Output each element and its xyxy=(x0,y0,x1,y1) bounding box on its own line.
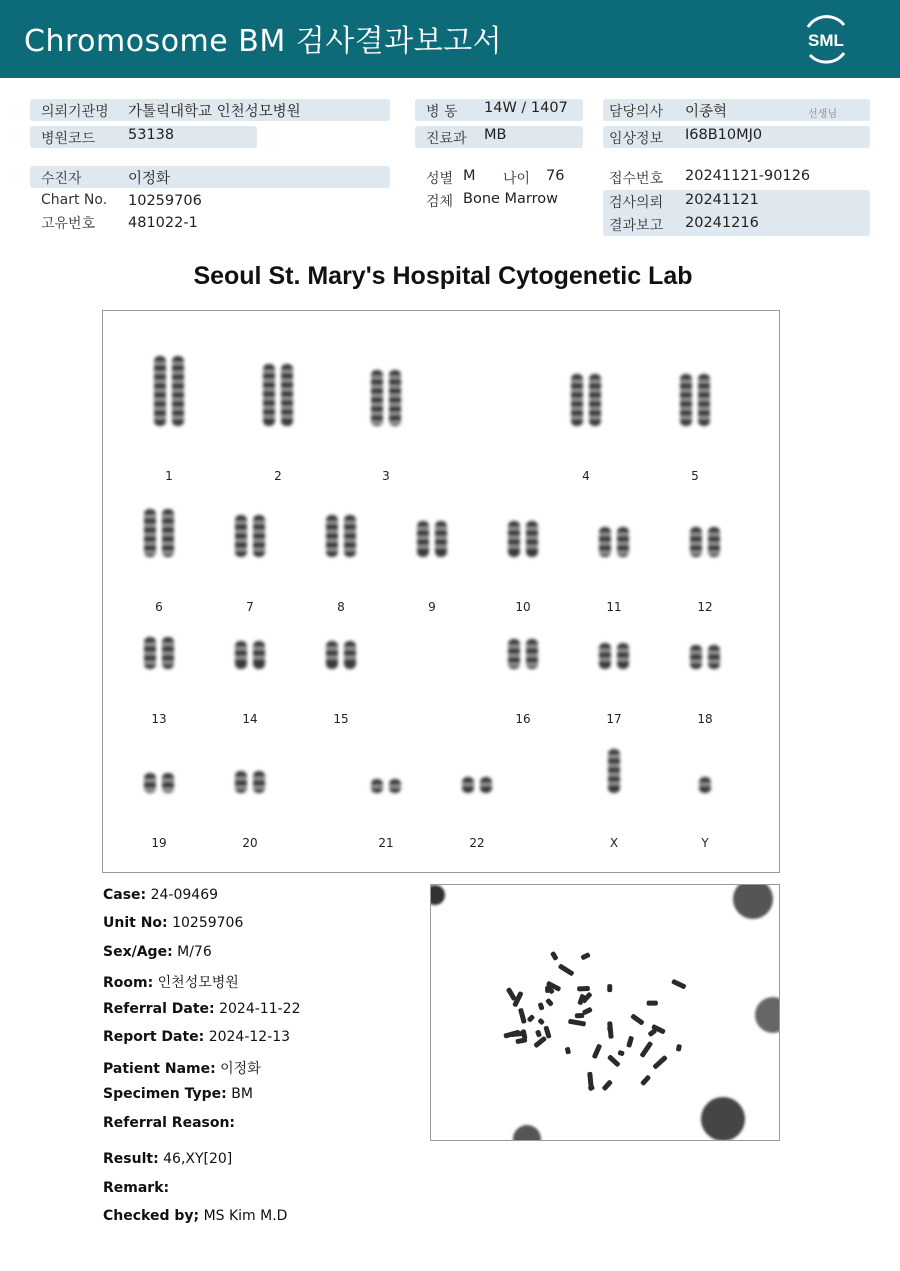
chromosome-band xyxy=(253,530,265,533)
chromosome-band xyxy=(389,385,401,388)
chromosome-band xyxy=(154,398,166,401)
chromosome-band xyxy=(690,542,702,545)
chromosome-band xyxy=(172,407,184,410)
metaphase-chromosome xyxy=(640,1074,651,1086)
chromosome-band xyxy=(154,416,166,419)
dept-value: MB xyxy=(484,127,507,143)
chromosome-band xyxy=(690,551,702,554)
ward-label: 병 동 xyxy=(426,104,458,120)
chromosome-band xyxy=(608,764,620,767)
chromosome-band xyxy=(608,773,620,776)
specimen-type-line: Specimen Type: BM xyxy=(103,1086,253,1102)
chromosome-band xyxy=(344,548,356,551)
chromosome-band xyxy=(526,645,538,648)
chromosome-band xyxy=(371,785,383,788)
patient-value: 이정화 xyxy=(128,171,171,187)
chromosome-band xyxy=(462,783,474,786)
metaphase-chromosome xyxy=(558,963,575,976)
chromosome-14 xyxy=(235,641,247,669)
chromosome-band xyxy=(326,656,338,659)
chromosome-band xyxy=(389,394,401,397)
chromosome-band xyxy=(571,389,583,392)
metaphase-chromosome xyxy=(630,1013,645,1025)
chromosome-label-10: 10 xyxy=(515,600,531,614)
chromosome-band xyxy=(680,389,692,392)
referral-date-line: Referral Date: 2024-11-22 xyxy=(103,1001,301,1017)
chromosome-band xyxy=(571,398,583,401)
chromosome-band xyxy=(571,416,583,419)
hospital-code-label: 병원코드 xyxy=(41,131,96,147)
chromosome-band xyxy=(326,530,338,533)
chromosome-band xyxy=(253,647,265,650)
unit-line: Unit No: 10259706 xyxy=(103,915,244,931)
chromosome-band xyxy=(172,362,184,365)
chromosome-band xyxy=(235,530,247,533)
chromosome-band xyxy=(154,362,166,365)
chromosome-band xyxy=(389,412,401,415)
report-value: 20241216 xyxy=(685,215,759,231)
metaphase-chromosome xyxy=(676,1044,682,1052)
chromosome-band xyxy=(690,651,702,654)
chromosome-band xyxy=(162,652,174,655)
chromosome-band xyxy=(235,647,247,650)
chromosome-band xyxy=(389,376,401,379)
chromosome-band xyxy=(253,521,265,524)
chromosome-band xyxy=(344,656,356,659)
metaphase-chromosome xyxy=(535,1029,542,1037)
chromosome-band xyxy=(154,389,166,392)
metaphase-chromosome xyxy=(639,1041,653,1058)
chromosome-band xyxy=(235,548,247,551)
metaphase-chromosome xyxy=(617,1050,625,1057)
chromosome-band xyxy=(154,380,166,383)
chromosome-band xyxy=(680,380,692,383)
chromosome-label-3: 3 xyxy=(382,469,390,483)
chart-value: 10259706 xyxy=(128,193,202,209)
chromosome-label-5: 5 xyxy=(691,469,699,483)
chromosome-band xyxy=(263,379,275,382)
chromosome-label-14: 14 xyxy=(242,712,258,726)
patient-name-line: Patient Name: 이정화 xyxy=(103,1061,261,1077)
institution-label: 의뢰기관명 xyxy=(41,104,109,120)
chromosome-band xyxy=(144,661,156,664)
chromosome-band xyxy=(281,370,293,373)
metaphase-chromosome xyxy=(506,987,517,1001)
age-value: 76 xyxy=(546,168,565,184)
chromosome-band xyxy=(617,551,629,554)
chromosome-label-21: 21 xyxy=(378,836,394,850)
chromosome-label-11: 11 xyxy=(606,600,622,614)
chromosome-band xyxy=(326,521,338,524)
receipt-label: 접수번호 xyxy=(609,171,664,187)
chromosome-band xyxy=(698,416,710,419)
chromosome-band xyxy=(480,783,492,786)
chromosome-band xyxy=(699,783,711,786)
chromosome-band xyxy=(162,533,174,536)
metaphase-chromosome xyxy=(626,1036,634,1048)
chromosome-band xyxy=(172,380,184,383)
chromosome-label-X: X xyxy=(609,836,619,850)
patient-row xyxy=(30,166,390,188)
chromosome-band xyxy=(281,397,293,400)
chromosome-band xyxy=(144,542,156,545)
metaphase-chromosome xyxy=(503,1030,520,1039)
chromosome-band xyxy=(708,533,720,536)
chromosome-label-7: 7 xyxy=(246,600,254,614)
chromosome-band xyxy=(235,656,247,659)
chromosome-band xyxy=(508,545,520,548)
chromosome-band xyxy=(344,647,356,650)
chromosome-label-12: 12 xyxy=(697,600,713,614)
chromosome-14 xyxy=(253,641,265,669)
metaphase-chromosome xyxy=(575,1013,585,1018)
chromosome-band xyxy=(162,542,174,545)
chromosome-band xyxy=(680,407,692,410)
chromosome-label-15: 15 xyxy=(333,712,349,726)
clinical-value: I68B10MJ0 xyxy=(685,127,763,143)
chromosome-band xyxy=(253,786,265,789)
report-label: 결과보고 xyxy=(609,218,664,234)
chromosome-band xyxy=(162,643,174,646)
chromosome-band xyxy=(708,660,720,663)
chromosome-label-9: 9 xyxy=(428,600,436,614)
chromosome-band xyxy=(371,394,383,397)
chromosome-band xyxy=(144,524,156,527)
chromosome-label-22: 22 xyxy=(469,836,485,850)
chromosome-band xyxy=(589,380,601,383)
metaphase-chromosome xyxy=(518,1008,527,1024)
chromosome-band xyxy=(144,533,156,536)
chromosome-band xyxy=(263,388,275,391)
metaphase-chromosome xyxy=(607,1024,612,1031)
report-header xyxy=(0,0,900,78)
chromosome-band xyxy=(435,527,447,530)
chromosome-band xyxy=(708,551,720,554)
chromosome-band xyxy=(144,515,156,518)
chromosome-band xyxy=(235,521,247,524)
chromosome-band xyxy=(344,521,356,524)
chromosome-band xyxy=(144,788,156,791)
chromosome-band xyxy=(281,406,293,409)
chromosome-band xyxy=(326,548,338,551)
metaphase-chromosome xyxy=(538,1002,545,1011)
chromosome-band xyxy=(235,786,247,789)
chromosome-18 xyxy=(690,645,702,669)
chromosome-band xyxy=(690,533,702,536)
chromosome-band xyxy=(162,524,174,527)
chromosome-band xyxy=(144,551,156,554)
chromosome-band xyxy=(708,542,720,545)
chromosome-band xyxy=(589,407,601,410)
chromosome-band xyxy=(389,421,401,424)
chromosome-band xyxy=(263,406,275,409)
chromosome-band xyxy=(526,536,538,539)
sex-value: M xyxy=(463,168,476,184)
sml-logo-icon xyxy=(800,13,852,65)
chromosome-band xyxy=(371,376,383,379)
chromosome-band xyxy=(326,647,338,650)
chromosome-label-6: 6 xyxy=(155,600,163,614)
metaphase-chromosome xyxy=(601,1079,613,1091)
chromosome-band xyxy=(281,379,293,382)
chromosome-band xyxy=(617,649,629,652)
chart-label: Chart No. xyxy=(41,192,108,208)
chromosome-band xyxy=(344,539,356,542)
svg-text:SML: SML xyxy=(808,31,844,50)
sex-label: 성별 xyxy=(426,171,454,187)
metaphase-chromosome xyxy=(592,1043,603,1059)
chromosome-label-19: 19 xyxy=(151,836,167,850)
chromosome-band xyxy=(526,545,538,548)
result-line: Result: 46,XY[20] xyxy=(103,1151,233,1167)
chromosome-18 xyxy=(708,645,720,669)
chromosome-band xyxy=(617,542,629,545)
chromosome-label-16: 16 xyxy=(515,712,531,726)
chromosome-band xyxy=(162,515,174,518)
chromosome-band xyxy=(571,380,583,383)
metaphase-chromosome xyxy=(607,984,612,992)
chromosome-band xyxy=(253,539,265,542)
chromosome-band xyxy=(253,777,265,780)
chromosome-band xyxy=(508,654,520,657)
chromosome-band xyxy=(508,663,520,666)
chromosome-20 xyxy=(235,771,247,793)
institution-value: 가톨릭대학교 인천성모병원 xyxy=(128,104,301,120)
clinical-label: 임상정보 xyxy=(609,131,664,147)
doctor-suffix: 선생님 xyxy=(808,109,837,120)
chromosome-band xyxy=(608,755,620,758)
chromosome-band xyxy=(172,416,184,419)
chromosome-band xyxy=(508,527,520,530)
chromosome-band xyxy=(680,398,692,401)
chromosome-15 xyxy=(326,641,338,669)
chromosome-band xyxy=(599,542,611,545)
chromosome-band xyxy=(608,782,620,785)
chromosome-band xyxy=(172,389,184,392)
chromosome-band xyxy=(508,645,520,648)
chromosome-15 xyxy=(344,641,356,669)
chromosome-band xyxy=(417,527,429,530)
chromosome-band xyxy=(154,407,166,410)
chromosome-label-13: 13 xyxy=(151,712,167,726)
doctor-value: 이종혁 xyxy=(685,104,728,120)
chromosome-band xyxy=(371,385,383,388)
chromosome-band xyxy=(162,661,174,664)
id-value: 481022-1 xyxy=(128,215,198,231)
age-label: 나이 xyxy=(503,171,531,187)
chromosome-band xyxy=(235,777,247,780)
metaphase-chromosome xyxy=(545,998,554,1007)
chromosome-band xyxy=(417,536,429,539)
chromosome-band xyxy=(435,545,447,548)
request-label: 검사의뢰 xyxy=(609,195,664,211)
metaphase-chromosome xyxy=(545,986,550,993)
lab-title: Seoul St. Mary's Hospital Cytogenetic Lab xyxy=(193,262,693,290)
chromosome-band xyxy=(253,548,265,551)
chromosome-20 xyxy=(253,771,265,793)
chromosome-band xyxy=(154,371,166,374)
chromosome-label-1: 1 xyxy=(165,469,173,483)
karyogram-panel xyxy=(102,310,780,873)
chromosome-band xyxy=(263,415,275,418)
chromosome-band xyxy=(417,545,429,548)
chromosome-band xyxy=(589,389,601,392)
chromosome-band xyxy=(371,403,383,406)
metaphase-chromosome xyxy=(652,1055,668,1070)
chromosome-label-8: 8 xyxy=(337,600,345,614)
patient-label: 수진자 xyxy=(41,171,82,187)
metaphase-chromosome xyxy=(671,979,687,990)
request-value: 20241121 xyxy=(685,192,759,208)
chromosome-label-2: 2 xyxy=(274,469,282,483)
specimen-label: 검체 xyxy=(426,194,454,210)
metaphase-chromosome xyxy=(537,1018,545,1026)
chromosome-band xyxy=(371,421,383,424)
chromosome-band xyxy=(617,658,629,661)
chromosome-band xyxy=(162,788,174,791)
chromosome-band xyxy=(680,416,692,419)
chromosome-band xyxy=(698,398,710,401)
chromosome-band xyxy=(698,380,710,383)
chromosome-band xyxy=(389,785,401,788)
chromosome-band xyxy=(144,779,156,782)
chromosome-label-4: 4 xyxy=(582,469,590,483)
chromosome-band xyxy=(162,551,174,554)
checked-by-line: Checked by; MS Kim M.D xyxy=(103,1208,288,1224)
chromosome-17 xyxy=(599,643,611,669)
chromosome-band xyxy=(263,397,275,400)
chromosome-label-Y: Y xyxy=(701,836,709,850)
metaphase-chromosome xyxy=(527,1014,536,1023)
chromosome-label-20: 20 xyxy=(242,836,258,850)
chromosome-band xyxy=(371,412,383,415)
metaphase-chromosome xyxy=(647,1001,658,1006)
chromosome-band xyxy=(435,536,447,539)
chromosome-band xyxy=(526,663,538,666)
chromosome-band xyxy=(172,371,184,374)
chromosome-band xyxy=(172,398,184,401)
chromosome-band xyxy=(144,652,156,655)
metaphase-chromosome xyxy=(607,1054,621,1067)
chromosome-band xyxy=(599,649,611,652)
chromosome-band xyxy=(253,656,265,659)
chromosome-band xyxy=(571,407,583,410)
chromosome-band xyxy=(144,643,156,646)
remark-line: Remark: xyxy=(103,1180,170,1196)
metaphase-chromosome xyxy=(580,952,590,960)
doctor-label: 담당의사 xyxy=(609,104,664,120)
specimen-value: Bone Marrow xyxy=(463,191,559,207)
metaphase-chromosome xyxy=(565,1047,571,1055)
chromosome-band xyxy=(589,416,601,419)
dept-label: 진료과 xyxy=(426,131,467,147)
chromosome-band xyxy=(344,530,356,533)
metaphase-chromosome xyxy=(533,1036,547,1049)
chromosome-band xyxy=(526,527,538,530)
case-line: Case: 24-09469 xyxy=(103,887,219,903)
chromosome-band xyxy=(508,536,520,539)
metaphase-chromosome xyxy=(577,986,590,992)
metaphase-chromosome xyxy=(568,1019,586,1027)
chromosome-band xyxy=(599,533,611,536)
chromosome-label-18: 18 xyxy=(697,712,713,726)
metaphase-spread-icon xyxy=(431,885,780,1141)
chromosome-band xyxy=(698,389,710,392)
sexage-line: Sex/Age: M/76 xyxy=(103,944,212,960)
chromosome-band xyxy=(526,654,538,657)
chromosome-band xyxy=(389,403,401,406)
chromosome-label-17: 17 xyxy=(606,712,622,726)
metaphase-chromosome xyxy=(550,951,559,961)
report-title: Chromosome BM 검사결과보고서 xyxy=(24,24,503,59)
referral-reason-line: Referral Reason: xyxy=(103,1115,236,1131)
chromosome-17 xyxy=(617,643,629,669)
karyogram-image xyxy=(103,311,781,874)
chromosome-band xyxy=(281,415,293,418)
chromosome-band xyxy=(599,551,611,554)
receipt-value: 20241121-90126 xyxy=(685,168,811,184)
ward-value: 14W / 1407 xyxy=(484,100,568,116)
chromosome-band xyxy=(281,388,293,391)
report-date-line: Report Date: 2024-12-13 xyxy=(103,1029,291,1045)
metaphase-image xyxy=(430,884,780,1141)
chromosome-band xyxy=(263,370,275,373)
hospital-code-value: 53138 xyxy=(128,127,175,143)
chromosome-band xyxy=(599,658,611,661)
id-label: 고유번호 xyxy=(41,216,96,232)
chromosome-band xyxy=(690,660,702,663)
chromosome-band xyxy=(326,539,338,542)
chromosome-band xyxy=(162,779,174,782)
chromosome-band xyxy=(589,398,601,401)
room-line: Room: 인천성모병원 xyxy=(103,975,239,991)
chromosome-band xyxy=(698,407,710,410)
chromosome-band xyxy=(235,539,247,542)
chromosome-band xyxy=(708,651,720,654)
chromosome-band xyxy=(617,533,629,536)
